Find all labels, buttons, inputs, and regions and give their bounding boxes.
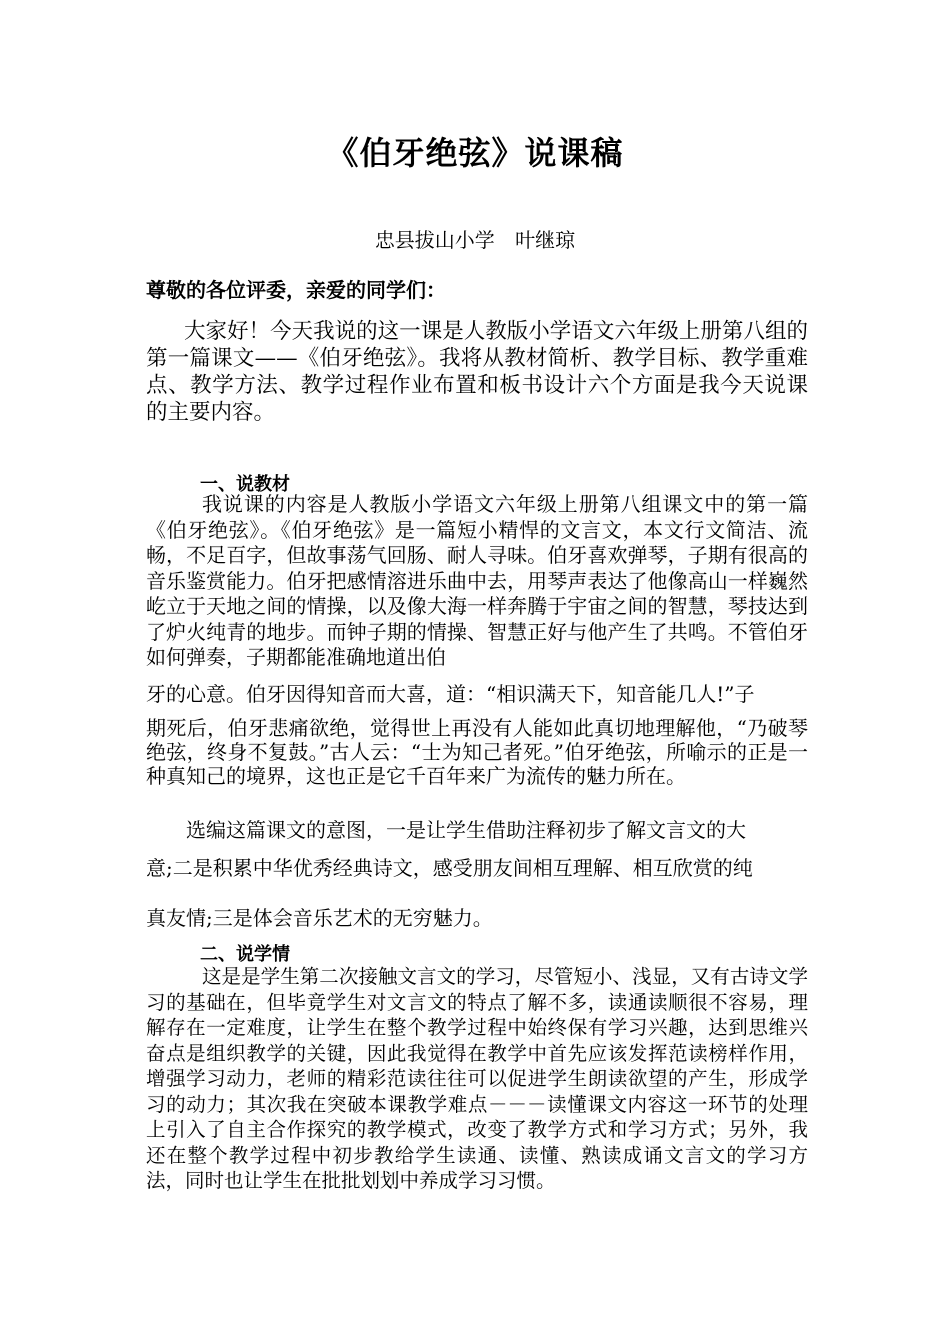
greeting: 尊敬的各位评委，亲爱的同学们： [146,278,446,302]
section1-paragraph-5: 意;二是积累中华优秀经典诗文，感受朋友间相互理解、相互欣赏的纯 [146,856,753,880]
section-heading-students: 二、说学情 [200,944,290,965]
section1-paragraph-6: 真友情;三是体会音乐艺术的无穷魅力。 [146,906,493,930]
document-title: 《伯牙绝弦》说课稿 [326,134,624,172]
section1-paragraph-3: 期死后，伯牙悲痛欲绝，觉得世上再没有人能如此真切地理解他，“乃破琴绝弦，终身不复鼓。”古人云：“士为知己者死。”伯牙绝弦，所喻示的正是一种真知己的境界，这也正是它千百年来广为流传的魅力所在。 [146,716,808,788]
section1-paragraph-4: 选编这篇课文的意图，一是让学生借助注释初步了解文言文的大 [186,818,746,842]
author-line: 忠县拔山小学 叶继琼 [374,228,576,252]
intro-paragraph: 大家好！今天我说的这一课是人教版小学语文六年级上册第八组的第一篇课文——《伯牙绝弦》。我将从教材简析、教学目标、教学重难点、教学方法、教学过程作业布置和板书设计六个方面是我今天说课的主要内容。 [146,319,808,425]
section1-paragraph-1: 我说课的内容是人教版小学语文六年级上册第八组课文中的第一篇《伯牙绝弦》。《伯牙绝弦》是一篇短小精悍的文言文，本文行文简洁、流畅，不足百字，但故事荡气回肠、耐人寻味。伯牙喜欢弹琴，子期有很高的音乐鉴赏能力。伯牙把感情溶进乐曲中去，用琴声表达了他像高山一样巍然屹立于天地之间的情操，以及像大海一样奔腾于宇宙之间的智慧，琴技达到了炉火纯青的地步。而钟子期的情操、智慧正好与他产生了共鸣。不管伯牙如何弹奏，子期都能准确地道出伯 [146,492,808,669]
section1-paragraph-2: 牙的心意。伯牙因得知音而大喜，道：“相识满天下，知音能几人!”子 [146,682,755,706]
section2-paragraph-1: 这是是学生第二次接触文言文的学习，尽管短小、浅显，又有古诗文学习的基础在，但毕竟学生对文言文的特点了解不多，读通读顺很不容易，理解存在一定难度，让学生在整个教学过程中始终保有学习兴趣，达到思维兴奋点是组织教学的关键，因此我觉得在教学中首先应该发挥范读榜样作用，增强学习动力，老师的精彩范读往往可以促进学生朗读欲望的产生，形成学习的动力；其次我在突破本课教学难点－－－读懂课文内容这一环节的处理上引入了自主合作探究的教学模式，改变了教学方式和学习方式；另外，我还在整个教学过程中初步教给学生读通、读懂、熟读成诵文言文的学习方法，同时也让学生在批批划划中养成学习习惯。 [146,965,808,1192]
section-heading-textbook: 一、说教材 [200,474,290,495]
